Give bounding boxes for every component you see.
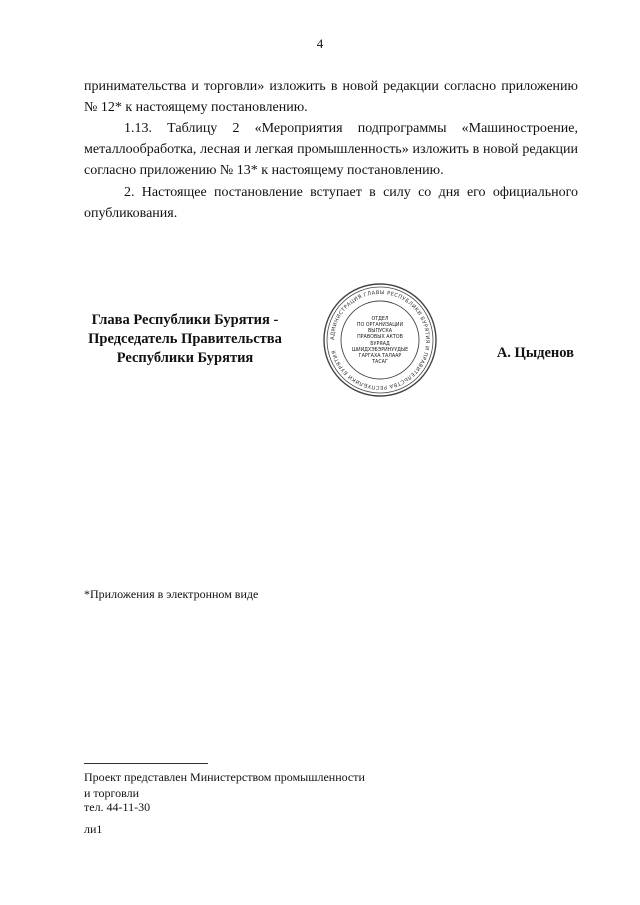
- footer-author-line: и торговли: [84, 786, 140, 800]
- appendix-footnote: *Приложения в электронном виде: [84, 587, 259, 601]
- paragraph-item-2: 2. Настоящее постановление вступает в силу со дня его официального опубликования.: [84, 185, 578, 221]
- official-seal: [322, 282, 438, 398]
- seal-text-line: ОТДЕЛ: [371, 317, 389, 322]
- seal-text-line: ШИИДХЭБЭРИНУУДЫЕ: [351, 348, 409, 353]
- signatory-title-line: Республики Бурятия: [116, 350, 254, 366]
- footer-phone: тел. 44-11-30: [84, 800, 151, 814]
- seal-text-line: ГАРГАХА ТАЛААР: [358, 354, 402, 359]
- seal-ring-text: АДМИНИСТРАЦИЯ ГЛАВЫ РЕСПУБЛИКИ БУРЯТИЯ И ПРАВИТЕЛЬСТВА РЕСПУБЛИКИ БУРЯТИЯ: [329, 289, 431, 391]
- seal-text-line: ПРАВОВЫХ АКТОВ: [357, 335, 403, 340]
- footer-divider: [84, 763, 208, 764]
- seal-text-line: ТАСАГ: [372, 360, 388, 365]
- signatory-title-line: Председатель Правительства: [88, 331, 282, 347]
- page-number: 4: [316, 36, 324, 51]
- paragraph-continuation: принимательства и торговли» изложить в новой редакции согласно приложению № 12* к настоящему постановлению.: [84, 79, 578, 115]
- seal-text-line: БУРЯАД: [370, 342, 390, 347]
- footer-code: ли1: [84, 822, 103, 836]
- paragraph-item-1-13: 1.13. Таблицу 2 «Мероприятия подпрограммы «Машиностроение, металлообработка, лесная и легкая промышленность» изложить в новой редакции согласно приложению № 13* к настоящему постановлению.: [84, 121, 578, 178]
- footer-author-line: Проект представлен Министерством промышленности: [84, 770, 365, 784]
- signatory-name: А. Цыденов: [496, 345, 574, 361]
- seal-text-line: ВЫПУСКА: [367, 329, 393, 334]
- signatory-title: [80, 311, 290, 368]
- signatory-title-line: Глава Республики Бурятия -: [91, 312, 279, 328]
- seal-text-line: ПО ОРГАНИЗАЦИИ: [356, 323, 404, 328]
